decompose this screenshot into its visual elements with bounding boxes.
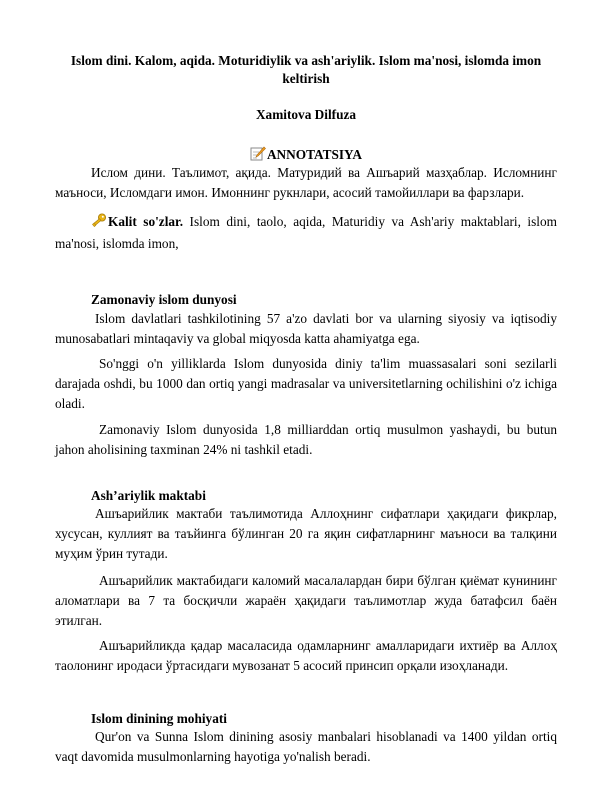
section-paragraph bbox=[55, 727, 557, 767]
section-paragraph bbox=[55, 504, 557, 564]
section-paragraph bbox=[55, 636, 557, 676]
paragraph-text: Ашъарийлик мактаби таълимотида Аллоҳнинг сифатлари ҳақидаги фикрлар, хусусан, куллият ва таъйинга бўлинган 20 га яқин сифатларнинг маъноси ва талқини муҳим ўрин тутади. bbox=[55, 506, 557, 561]
section-heading-modern-islam: Zamonaviy islom dunyosi bbox=[91, 292, 237, 307]
section-paragraph bbox=[55, 420, 557, 460]
author-name: Xamitova Dilfuza bbox=[255, 107, 357, 122]
section-paragraph bbox=[55, 354, 557, 414]
paragraph-text: So'nggi o'n yilliklarda Islom dunyosida diniy ta'lim muassasalari soni sezilarli darajada oshdi, bu 1000 dan ortiq yangi madrasalar va universitetlarning ochilishini o'z ichiga oladi. bbox=[55, 356, 557, 411]
annotation-heading: ANNOTATSIYA bbox=[266, 147, 363, 162]
key-icon bbox=[91, 213, 107, 234]
paragraph-text: Ашъарийлик мактабидаги каломий масалалардан бири бўлган қиёмат кунининг аломатлари ва 7 та босқичли жараён ҳақидаги таълимотлар жуда батафсил баён этилган. bbox=[55, 573, 557, 628]
paragraph-text: Islom davlatlari tashkilotining 57 a'zo davlati bor va ularning siyosiy va iqtisodiy munosabatlari mintaqaviy va global miqyosda katta ahamiyatga ega. bbox=[55, 311, 557, 346]
annotation-text bbox=[55, 163, 557, 203]
paragraph-text: Ашъарийликда қадар масаласида одамларнинг амалларидаги ихтиёр ва Аллоҳ таолонинг иродаси ўртасидаги мувозанат 5 асосий принсип орқали изоҳланади. bbox=[55, 638, 557, 673]
paragraph-text: Zamonaviy Islom dunyosida 1,8 milliarddan ortiq musulmon yashaydi, bu butun jahon aholisining taxminan 24% ni tashkil etadi. bbox=[55, 422, 557, 457]
document-title: Islom dini. Kalom, aqida. Moturidiylik va ash'ariylik. Islom ma'nosi, islomda imon keltirish bbox=[70, 53, 542, 86]
section-paragraph bbox=[55, 309, 557, 349]
section-heading-essence: Islom dinining mohiyati bbox=[91, 711, 227, 726]
annotation-body: Ислом дини. Таълимот, ақида. Матуридий ва Ашъарий мазҳаблар. Исломнинг маъноси, Исломдаги имон. Имоннинг рукнлари, асосий тамойиллари ва фарзлари. bbox=[55, 165, 557, 200]
paragraph-text: Qur'on va Sunna Islom dinining asosiy manbalari hisoblanadi va 1400 yildan ortiq vaqt davomida musulmonlarning hayotiga yo'nalish beradi. bbox=[55, 729, 557, 764]
section-heading-ashariyya: Ash’ariylik maktabi bbox=[91, 488, 206, 503]
keywords-paragraph bbox=[55, 212, 557, 254]
keywords-text: Islom dini, taolo, aqida, Maturidiy va Ash'ariy maktablari, islom ma'nosi, islomda imon, bbox=[55, 214, 557, 251]
section-paragraph bbox=[55, 571, 557, 631]
keywords-label: Kalit so'zlar. bbox=[108, 214, 184, 229]
